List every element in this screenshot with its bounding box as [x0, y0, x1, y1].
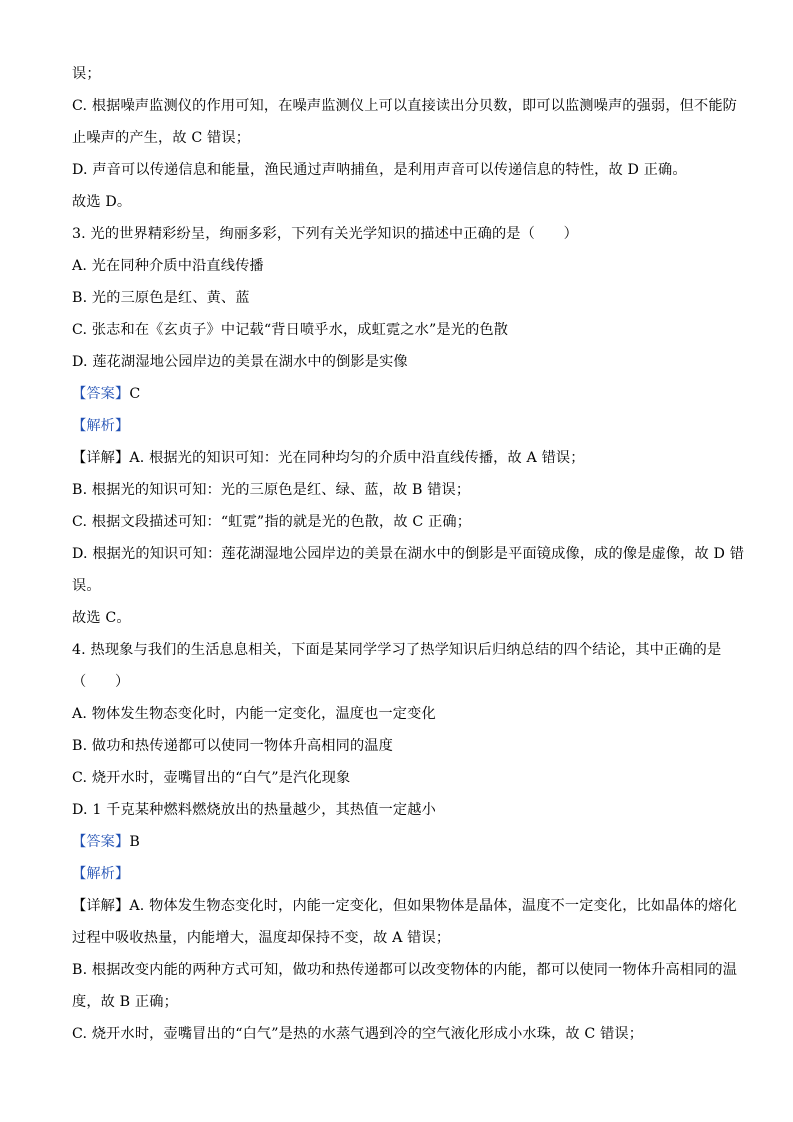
answer-line — [72, 378, 728, 410]
text-line: 故选 D。 — [72, 194, 132, 210]
detail-line — [72, 890, 737, 922]
question-3-stem: 3. 光的世界精彩纷呈，绚丽多彩，下列有关光学知识的描述中正确的是（ ） — [72, 226, 578, 242]
detail-text: A. 物体发生物态变化时，内能一定变化，但如果物体是晶体，温度不一定变化，比如晶体的熔化 — [129, 898, 737, 914]
text-line: B. 根据光的知识可知：光的三原色是红、绿、蓝，故 B 错误； — [72, 482, 471, 498]
text-line: C. 根据噪声监测仪的作用可知，在噪声监测仪上可以直接读出分贝数，即可以监测噪声的强弱，但不能防 — [72, 98, 738, 114]
answer-tag: 【答案】 — [72, 386, 130, 402]
question-4-option-b: B. 做功和热传递都可以使同一物体升高相同的温度 — [72, 738, 393, 754]
detail-tag: 【详解】 — [72, 898, 130, 914]
text-line: D. 根据光的知识可知：莲花湖湿地公园岸边的美景在湖水中的倒影是平面镜成像，成的像是虚像，故 D 错 — [72, 546, 745, 562]
text-line: 过程中吸收热量，内能增大，温度却保持不变，故 A 错误； — [72, 930, 451, 946]
analysis-tag: 【解析】 — [72, 866, 130, 882]
question-4-option-c: C. 烧开水时，壶嘴冒出的“白气”是汽化现象 — [72, 770, 351, 786]
question-3-option-c: C. 张志和在《玄贞子》中记载“背日喷乎水，成虹霓之水”是光的色散 — [72, 322, 509, 338]
text-line: 止噪声的产生，故 C 错误； — [72, 130, 251, 146]
question-3-option-a: A. 光在同种介质中沿直线传播 — [72, 258, 264, 274]
detail-line — [72, 442, 728, 474]
text-line: D. 声音可以传递信息和能量，渔民通过声呐捕鱼，是利用声音可以传递信息的特性，故 D 正确。 — [72, 162, 687, 178]
text-line: 误； — [72, 66, 101, 82]
text-line: 度，故 B 正确； — [72, 994, 178, 1010]
text-line: C. 烧开水时，壶嘴冒出的“白气”是热的水蒸气遇到冷的空气液化形成小水珠，故 C 错误； — [72, 1026, 644, 1042]
document-page — [72, 58, 745, 1050]
text-line: B. 根据改变内能的两种方式可知，做功和热传递都可以改变物体的内能，都可以使同一物体升高相同的温 — [72, 962, 738, 978]
question-4-stem-blank: （ ） — [72, 674, 130, 690]
analysis-line — [72, 858, 728, 890]
text-line: C. 根据文段描述可知：“虹霓”指的就是光的色散，故 C 正确； — [72, 514, 472, 530]
analysis-line — [72, 410, 728, 442]
detail-tag: 【详解】 — [72, 450, 130, 466]
text-line: 误。 — [72, 578, 101, 594]
question-3-option-b: B. 光的三原色是红、黄、蓝 — [72, 290, 250, 306]
answer-tag: 【答案】 — [72, 834, 130, 850]
analysis-tag: 【解析】 — [72, 418, 130, 434]
detail-text: A. 根据光的知识可知：光在同种均匀的介质中沿直线传播，故 A 错误； — [129, 450, 585, 466]
question-3-option-d: D. 莲花湖湿地公园岸边的美景在湖水中的倒影是实像 — [72, 354, 408, 370]
answer-value: B — [129, 834, 140, 850]
question-4-option-d: D. 1 千克某种燃料燃烧放出的热量越少，其热值一定越小 — [72, 802, 436, 818]
question-4-option-a: A. 物体发生物态变化时，内能一定变化，温度也一定变化 — [72, 706, 436, 722]
text-line: 故选 C。 — [72, 610, 131, 626]
question-4-stem: 4. 热现象与我们的生活息息相关，下面是某同学学习了热学知识后归纳总结的四个结论，其中正确的是 — [72, 642, 722, 658]
answer-line — [72, 826, 728, 858]
answer-value: C — [129, 386, 141, 402]
